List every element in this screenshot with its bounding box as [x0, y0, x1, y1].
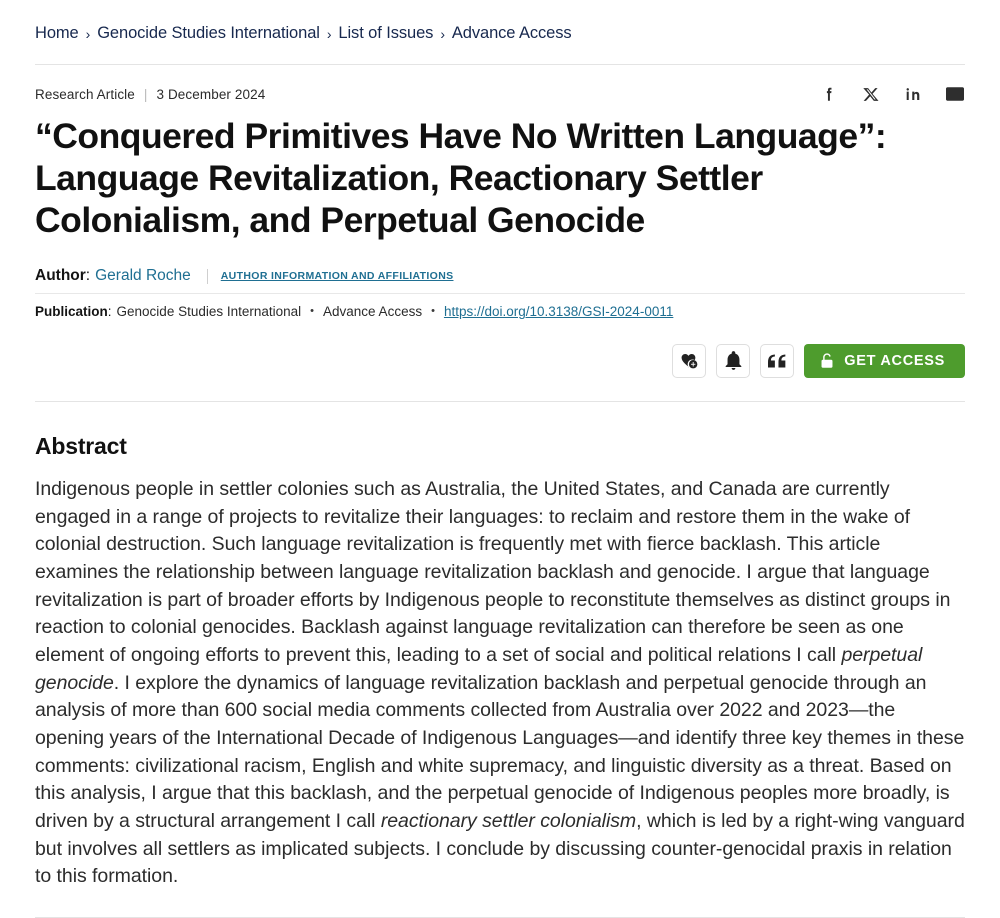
author-name-link[interactable]: Gerald Roche: [95, 266, 191, 284]
abstract-part-3: , which is led by a right-wing vanguard but involves all settlers as implicated subjects. I conclude by discussing counter-genocidal praxis in relation to this formation.: [35, 810, 965, 888]
get-access-label: GET ACCESS: [844, 352, 945, 369]
cite-article-button[interactable]: [760, 344, 794, 378]
publication-journal: Genocide Studies International: [116, 304, 302, 320]
quote-icon: [768, 354, 786, 368]
author-row: [35, 267, 965, 286]
create-alert-button[interactable]: [716, 344, 750, 378]
author-label: Author:: [35, 266, 91, 284]
publication-bullet-icon: •: [310, 304, 315, 317]
article-type: Research Article: [35, 86, 135, 102]
breadcrumb-separator-icon: ›: [85, 25, 91, 42]
abstract-emphasis-perpetual-genocide: perpetual genocide: [35, 643, 923, 694]
meta-divider: |: [143, 86, 148, 102]
publication-row: [35, 303, 965, 321]
article-meta: [35, 87, 265, 102]
abstract-section: [35, 402, 965, 891]
email-icon[interactable]: [945, 84, 965, 104]
lock-icon: [820, 353, 834, 369]
abstract-emphasis-reactionary-settler-colonialism: reactionary settler colonialism: [380, 810, 637, 833]
social-share-group: [819, 84, 965, 104]
abstract-part-2: . I explore the dynamics of language revitalization backlash and perpetual genocide through an analysis of more than 600 social media comments collected from Australia over 2022 and 2023—the opening years of the International Decade of Indigenous Languages—and identify three key themes in these comments: civilizational racism, English and white supremacy, and linguistic diversity as a threat. Based on this analysis, I argue that this backlash, and the perpetual genocide of Indigenous peoples more broadly, is driven by a structural arrangement I call: [35, 671, 965, 833]
save-to-favorites-button[interactable]: [672, 344, 706, 378]
heart-plus-icon: [680, 351, 699, 370]
breadcrumb-item-home[interactable]: Home: [35, 24, 79, 42]
bell-icon: [725, 351, 742, 370]
author-information-link[interactable]: AUTHOR INFORMATION AND AFFILIATIONS: [220, 269, 454, 282]
abstract-part-1: Indigenous people in settler colonies such as Australia, the United States, and Canada are currently engaged in a range of projects to revitalize their languages: to reclaim and restore them in the wake of colonial destruction. Such language revitalization is frequently met with fierce backlash. This article examines the relationship between language revitalization backlash and genocide. I argue that language revitalization is part of broader efforts by Indigenous people to reconstitute themselves as distinct groups in reaction to colonial genocides. Backlash against language revitalization can therefore be seen as one element of ongoing efforts to prevent this, leading to a set of social and political relations I call: [35, 477, 951, 666]
breadcrumb: [35, 0, 965, 64]
abstract-heading: Abstract: [35, 432, 127, 459]
breadcrumb-item-advance-access[interactable]: Advance Access: [451, 24, 572, 42]
breadcrumb-separator-icon: ›: [440, 25, 445, 42]
breadcrumb-item-list-of-issues[interactable]: List of Issues: [338, 24, 434, 42]
breadcrumb-item-journal[interactable]: Genocide Studies International: [97, 24, 320, 42]
publication-bullet-icon: •: [431, 304, 435, 317]
publication-date: 3 December 2024: [156, 86, 266, 102]
abstract-text: [35, 476, 965, 891]
facebook-icon[interactable]: [819, 84, 839, 104]
article-meta-row: [35, 65, 965, 106]
publication-label: Publication:: [35, 304, 112, 320]
publication-issue: Advance Access: [323, 304, 423, 320]
author-divider: [207, 269, 208, 284]
linkedin-icon[interactable]: [903, 84, 923, 104]
article-actions: [35, 344, 965, 401]
x-twitter-icon[interactable]: [861, 84, 881, 104]
doi-link[interactable]: https://doi.org/10.3138/GSI-2024-0011: [443, 304, 674, 320]
breadcrumb-separator-icon: ›: [326, 25, 332, 42]
page-title: “Conquered Primitives Have No Written Language”: Language Revitalization, Reactionary Settler Colonialism, and Perpetual Genocide: [35, 116, 887, 241]
author-divider-rule: [35, 293, 965, 294]
get-access-button[interactable]: [804, 344, 965, 378]
